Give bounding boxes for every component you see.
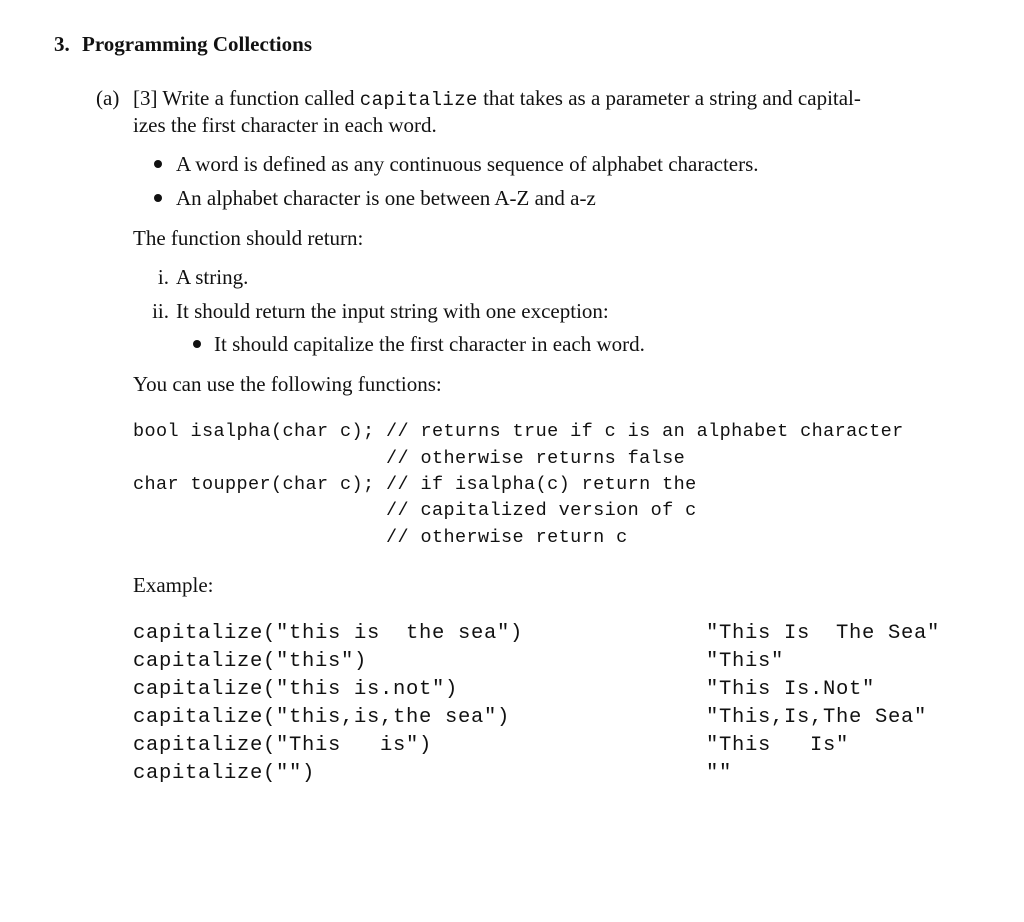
function-name: capitalize: [359, 89, 478, 111]
example-result: "This,Is,The Sea": [706, 706, 928, 729]
example-result: "This Is": [706, 734, 850, 757]
bullet-icon: [154, 160, 162, 168]
part-label: (a): [96, 86, 120, 110]
example-call: capitalize(""): [133, 762, 316, 785]
code-line: // capitalized version of c: [133, 500, 697, 521]
section-title: Programming Collections: [82, 32, 312, 56]
bullet-icon: [154, 194, 162, 202]
return-item-number: ii.: [152, 299, 169, 323]
code-line: // otherwise returns false: [133, 448, 686, 469]
example-heading: Example:: [133, 573, 214, 597]
section-number: 3.: [54, 32, 70, 56]
intro-suffix: that takes as a parameter a string and capital-: [483, 86, 861, 110]
functions-heading: You can use the following functions:: [133, 372, 442, 396]
example-call: capitalize("this is.not"): [133, 678, 459, 701]
return-item-text: A string.: [176, 265, 249, 289]
example-call: capitalize("this is the sea"): [133, 622, 524, 645]
return-item-number: i.: [157, 265, 169, 289]
marks: [3]: [133, 86, 158, 110]
bullet-icon: [193, 340, 201, 348]
example-call: capitalize("This is"): [133, 734, 433, 757]
code-line: bool isalpha(char c); // returns true if c is an alphabet character: [133, 421, 904, 442]
example-result: "": [706, 762, 733, 785]
intro-prefix: Write a function called: [162, 86, 355, 110]
definition-item: A word is defined as any continuous sequence of alphabet characters.: [176, 152, 759, 176]
definition-item: An alphabet character is one between A-Z and a-z: [176, 186, 596, 210]
example-call: capitalize("this,is,the sea"): [133, 706, 511, 729]
code-line: char toupper(char c); // if isalpha(c) return the: [133, 474, 697, 495]
intro-line-1: [133, 86, 861, 112]
example-result: "This Is The Sea": [706, 622, 941, 645]
example-result: "This Is.Not": [706, 678, 876, 701]
intro-line-2: izes the first character in each word.: [133, 113, 437, 137]
exception-bullet: It should capitalize the first character in each word.: [214, 332, 645, 356]
example-call: capitalize("this"): [133, 650, 368, 673]
returns-heading: The function should return:: [133, 226, 364, 250]
return-item-text: It should return the input string with one exception:: [176, 299, 609, 323]
code-line: // otherwise return c: [133, 527, 628, 548]
example-result: "This": [706, 650, 785, 673]
